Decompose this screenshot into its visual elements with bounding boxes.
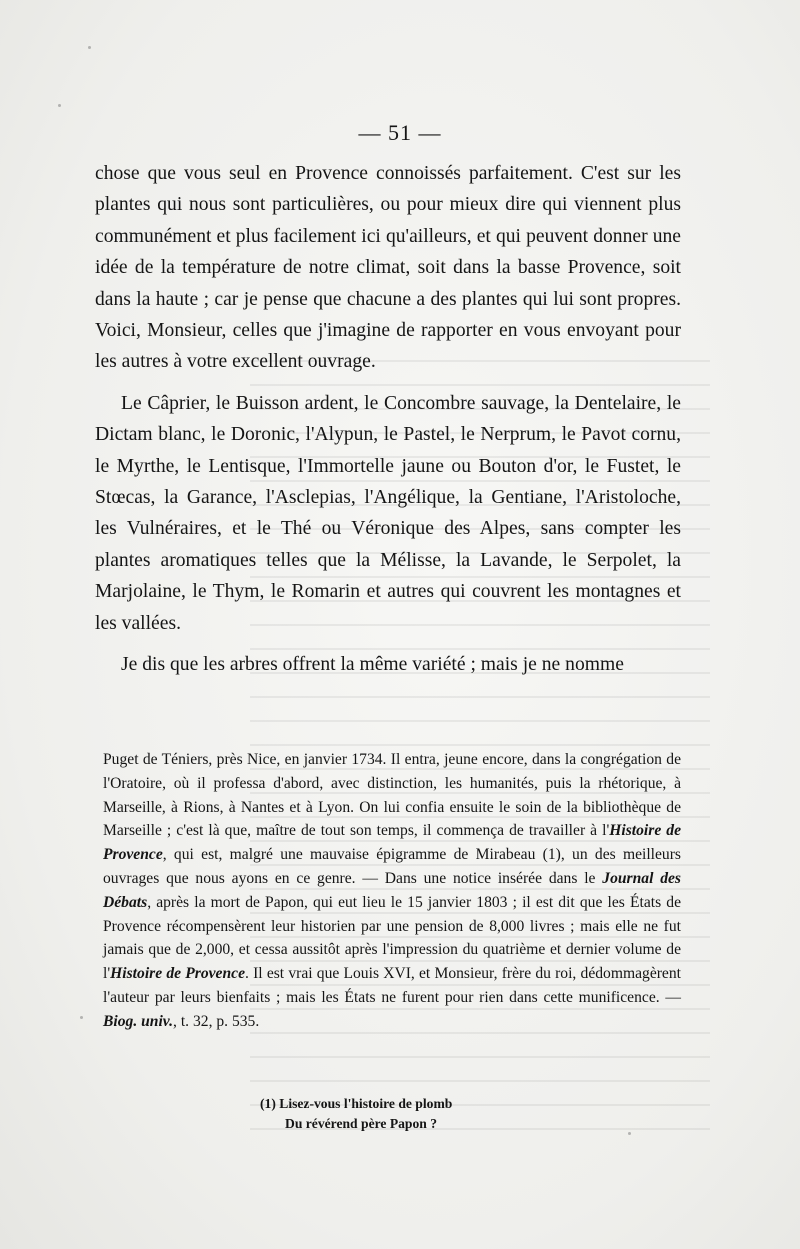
paragraph-3: Je dis que les arbres offrent la même variété ; mais je ne nomme [121, 654, 624, 676]
paper-speck [80, 1016, 83, 1019]
footnote-text-1: Puget de Téniers, près Nice, en janvier 1734. Il entra, jeune encore, dans la congrégation de l'Oratoire, où il professa d'abord, avec distinction, les humanités, puis la rhétorique, à Marseille, à Rions, à Nantes et à Lyon. On lui confia ensuite le soin de la bibliothèque de Marseille ; c'est là que, maître de tout son temps, il commença de travailler à l' [103, 751, 681, 840]
footnote-text-2: , qui est, malgré une mauvaise épigramme de Mirabeau (1), un des meilleurs ouvrages que nous ayons en ce genre. — Dans une notice insérée dans le [103, 846, 681, 887]
footnote-source: Biog. univ. [103, 1012, 174, 1030]
paragraph-1: chose que vous seul en Provence connoissés parfaitement. C'est sur les plantes qui nous sont particulières, ou pour mieux dire qui viennent plus communément et plus facilement ici qu'ailleurs, et qui peuvent donner une idée de la température de notre climat, soit dans la basse Provence, soit dans la haute ; car je pense que chacune a des plantes qui lui sont propres. Voici, Monsieur, celles que j'imagine de rapporter en vous envoyant pour les autres à votre excellent ouvrage. [95, 163, 681, 373]
paragraph-2: Le Câprier, le Buisson ardent, le Concombre sauvage, la Dentelaire, le Dictam blanc, le Doronic, l'Alypun, le Pastel, le Nerprum, le Pavot cornu, le Myrthe, le Lentisque, l'Immortelle jaune ou Bouton d'or, le Fustet, le Stœcas, la Garance, l'Asclepias, l'Angélique, la Gentiane, l'Aristoloche, les Vulnéraires, et le Thé ou Véronique des Alpes, sans compter les plantes aromatiques telles que la Mélisse, la Lavande, le Serpolet, la Marjolaine, le Thym, le Romarin et autres qui couvrent les montagnes et les vallées. [95, 392, 681, 634]
footnote-title-3: Histoire de Provence [110, 965, 245, 983]
main-text [95, 158, 681, 681]
epigram-verse [200, 1094, 600, 1134]
footnote-text-4: . Il est vrai que Louis XVI, et Monsieur, frère du roi, dédommagèrent l'auteur par leurs bienfaits ; mais les États ne furent pour rien dans cette munificence. — [103, 965, 681, 1006]
paper-speck [58, 104, 61, 107]
paper-speck [628, 1132, 631, 1135]
page-number: — 51 — [358, 120, 442, 145]
footnote-title-2: Journal des Débats [103, 869, 681, 911]
footnote [103, 748, 681, 1034]
footnote-text-5: , t. 32, p. 535. [173, 1012, 260, 1030]
footnote-title-1: Histoire de Provence [103, 822, 681, 864]
verse-line-1: (1) Lisez-vous l'histoire de plomb [260, 1096, 453, 1111]
footnote-text-3: , après la mort de Papon, qui eut lieu le 15 janvier 1803 ; il est dit que les États de Provence récompensèrent leur historien par une pension de 8,000 livres ; mais elle ne fut jamais que de 2,000, et cessa aussitôt après l'impression du quatrième et dernier volume de l' [103, 893, 681, 983]
verse-line-2: Du révérend père Papon ? [285, 1116, 438, 1131]
paper-speck [88, 46, 91, 49]
footnote-paragraph [103, 748, 681, 1034]
